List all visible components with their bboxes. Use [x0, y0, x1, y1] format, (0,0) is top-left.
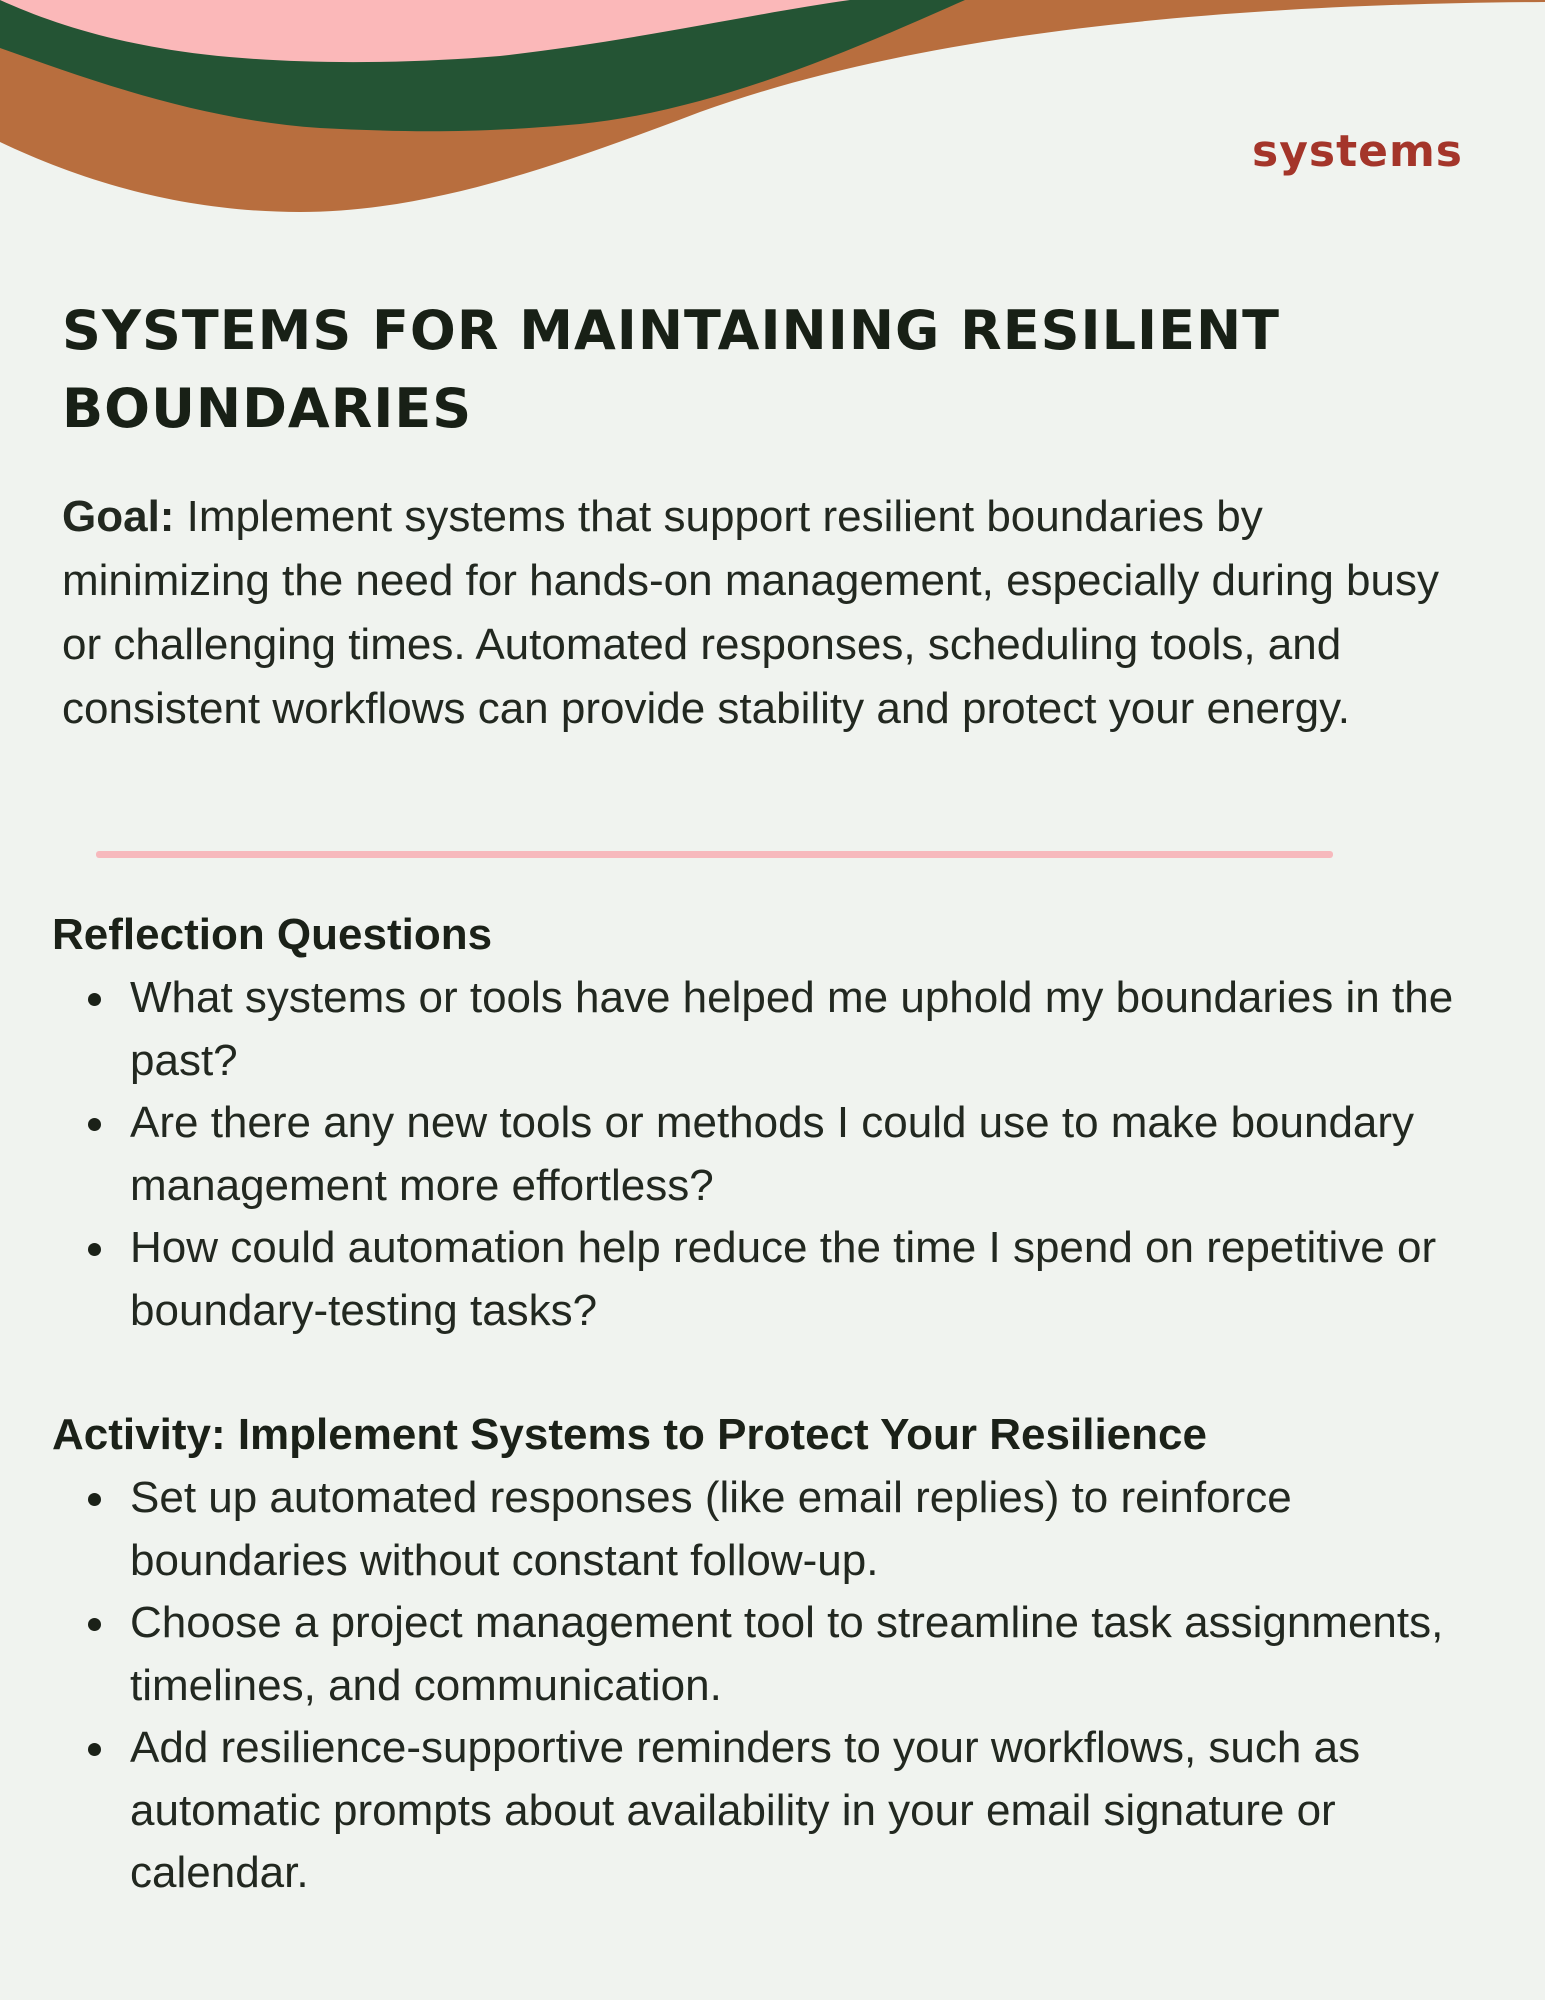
goal-paragraph	[62, 485, 1462, 741]
header-wave-decoration	[0, 0, 1545, 230]
page-title: SYSTEMS FOR MAINTAINING RESILIENT BOUNDARIES	[62, 299, 1281, 440]
goal-label: Goal:	[62, 492, 175, 541]
reflection-list	[52, 967, 1482, 1342]
activity-section	[52, 1405, 1482, 1905]
goal-text: Implement systems that support resilient boundaries by minimizing the need for hands-on management, especially during busy or challenging times. Automated responses, scheduling tools, and consistent workflows can provide stability and protect your energy.	[62, 492, 1439, 733]
section-divider	[96, 851, 1333, 858]
reflection-item-text: What systems or tools have helped me uphold my boundaries in the past?	[130, 973, 1454, 1085]
activity-heading: Activity: Implement Systems to Protect Your Resilience	[52, 1410, 1207, 1459]
reflection-heading: Reflection Questions	[52, 910, 493, 959]
reflection-item	[52, 1092, 1482, 1217]
bullet-dot-icon	[88, 1618, 101, 1631]
activity-item-text: Choose a project management tool to streamline task assignments, timelines, and communication.	[130, 1598, 1444, 1710]
bullet-dot-icon	[88, 1118, 101, 1131]
reflection-item-text: How could automation help reduce the time I spend on repetitive or boundary-testing tasks?	[130, 1223, 1437, 1335]
activity-item	[52, 1717, 1482, 1905]
reflection-item	[52, 1217, 1482, 1342]
activity-item-text: Set up automated responses (like email replies) to reinforce boundaries without constant follow-up.	[130, 1473, 1292, 1585]
bullet-dot-icon	[88, 1493, 101, 1506]
section-tag: systems	[1252, 126, 1463, 177]
reflection-item-text: Are there any new tools or methods I could use to make boundary management more effortless?	[130, 1098, 1415, 1210]
activity-item	[52, 1592, 1482, 1717]
activity-item	[52, 1467, 1482, 1592]
reflection-section	[52, 905, 1482, 1342]
reflection-item	[52, 967, 1482, 1092]
bullet-dot-icon	[88, 993, 101, 1006]
bullet-dot-icon	[88, 1743, 101, 1756]
bullet-dot-icon	[88, 1243, 101, 1256]
activity-list	[52, 1467, 1482, 1905]
activity-item-text: Add resilience-supportive reminders to your workflows, such as automatic prompts about availability in your email signature or calendar.	[130, 1723, 1361, 1897]
